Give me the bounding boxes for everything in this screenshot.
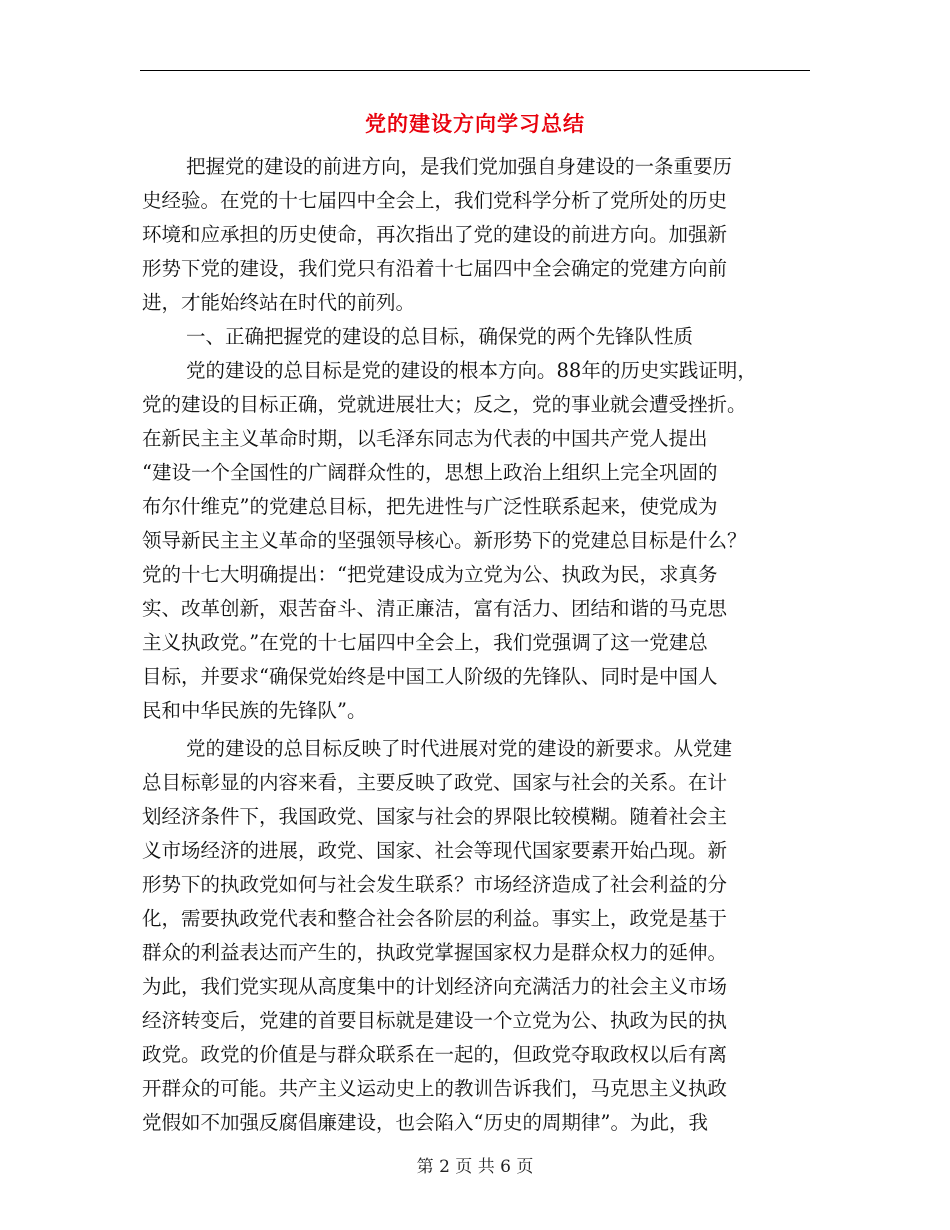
paragraph-line: 义市场经济的进展，政党、国家、社会等现代国家要素开始凸现。新	[142, 839, 728, 862]
paragraph-line: 经济转变后，党建的首要目标就是建设一个立党为公、执政为民的执	[142, 1009, 728, 1032]
paragraph-line: 进，才能始终站在时代的前列。	[142, 291, 416, 314]
paragraph-line: 把握党的建设的前进方向，是我们党加强自身建设的一条重要历	[186, 155, 733, 178]
paragraph-line: 党的十七大明确提出：“把党建设成为立党为公、执政为民，求真务	[142, 563, 718, 586]
paragraph-line: “建设一个全国性的广阔群众性的，思想上政治上组织上完全巩固的	[142, 461, 718, 484]
paragraph-line: 政党。政党的价值是与群众联系在一起的，但政党夺取政权以后有离	[142, 1043, 728, 1066]
paragraph-line: 形势下党的建设，我们党只有沿着十七届四中全会确定的党建方向前	[142, 257, 728, 280]
paragraph-line: 领导新民主主义革命的坚强领导核心。新形势下的党建总目标是什么？	[142, 529, 747, 552]
paragraph-line: 形势下的执政党如何与社会发生联系？市场经济造成了社会利益的分	[142, 873, 728, 896]
paragraph-line: 为此，我们党实现从高度集中的计划经济向充满活力的社会主义市场	[142, 975, 728, 998]
paragraph-line: 划经济条件下，我国政党、国家与社会的界限比较模糊。随着社会主	[142, 805, 728, 828]
paragraph-line: 党的建设的目标正确，党就进展壮大；反之，党的事业就会遭受挫折。	[142, 393, 747, 416]
paragraph-line: 主义执政党。”在党的十七届四中全会上，我们党强调了这一党建总	[142, 631, 708, 654]
paragraph-line: 开群众的可能。共产主义运动史上的教训告诉我们，马克思主义执政	[142, 1077, 728, 1100]
paragraph-line: 布尔什维克”的党建总目标，把先进性与广泛性联系起来，使党成为	[142, 495, 718, 518]
document-body	[142, 150, 810, 1140]
paragraph-line: 党的建设的总目标反映了时代进展对党的建设的新要求。从党建	[186, 737, 733, 760]
paragraph-line: 群众的利益表达而产生的，执政党掌握国家权力是群众权力的延伸。	[142, 941, 728, 964]
paragraph-line: 党的建设的总目标是党的建设的根本方向。88年的历史实践证明，	[186, 359, 757, 382]
paragraph-line: 实、改革创新，艰苦奋斗、清正廉洁，富有活力、团结和谐的马克思	[142, 597, 728, 620]
paragraph-line: 环境和应承担的历史使命，再次指出了党的建设的前进方向。加强新	[142, 223, 728, 246]
paragraph-line: 党假如不加强反腐倡廉建设，也会陷入“历史的周期律”。为此，我	[142, 1111, 708, 1134]
paragraph-line: 化，需要执政党代表和整合社会各阶层的利益。事实上，政党是基于	[142, 907, 728, 930]
paragraph-line: 民和中华民族的先锋队”。	[142, 699, 367, 722]
page-number-footer: 第 2 页 共 6 页	[416, 1157, 534, 1177]
paragraph-line: 总目标彰显的内容来看，主要反映了政党、国家与社会的关系。在计	[142, 771, 728, 794]
document-title: 党的建设方向学习总结	[365, 111, 585, 136]
paragraph-line: 目标，并要求“确保党始终是中国工人阶级的先锋队、同时是中国人	[142, 665, 718, 688]
paragraph-line: 在新民主主义革命时期，以毛泽东同志为代表的中国共产党人提出	[142, 427, 708, 450]
header-rule	[140, 70, 810, 71]
section-heading: 一、正确把握党的建设的总目标，确保党的两个先锋队性质	[186, 325, 694, 348]
paragraph-line: 史经验。在党的十七届四中全会上，我们党科学分析了党所处的历史	[142, 189, 728, 212]
